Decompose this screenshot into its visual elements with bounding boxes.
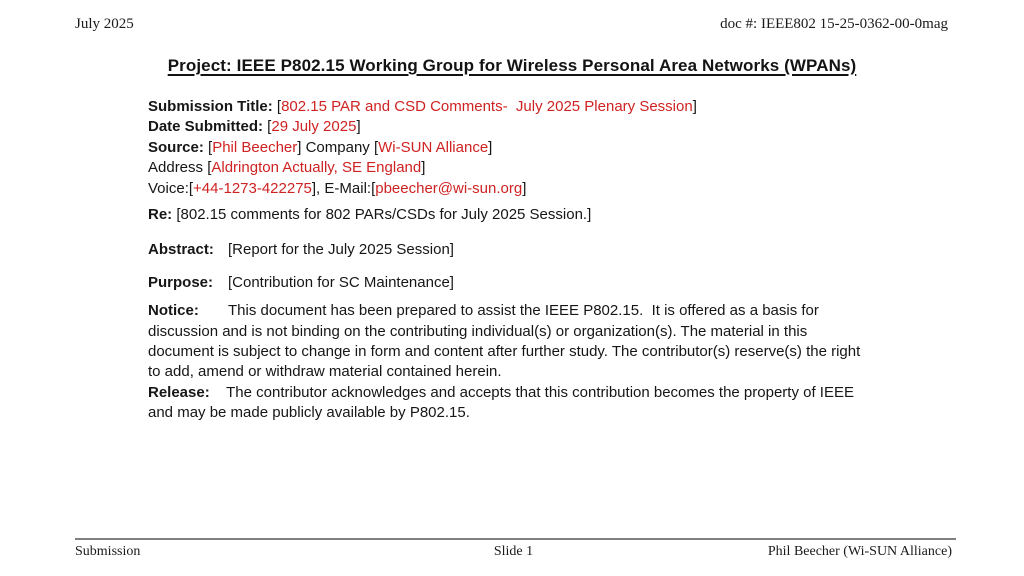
purpose-label: Purpose: xyxy=(148,273,214,291)
field-abstract xyxy=(148,240,870,260)
submission-title-bracket-open: [ xyxy=(272,98,282,115)
submission-title-bracket-close: ] xyxy=(692,98,697,115)
source-bracket-open: [ xyxy=(203,138,213,156)
source-company-value: Wi-SUN Alliance xyxy=(378,138,489,156)
source-label: Source: xyxy=(148,138,204,156)
address-bracket-close: ] xyxy=(421,159,426,177)
release-text: The contributor acknowledges and accepts that this contribution becomes the property of IEEE and may be made publicly available by P802.15. xyxy=(148,383,859,422)
source-name-value: Phil Beecher xyxy=(212,138,298,156)
voice-value: +44-1273-422275 xyxy=(193,179,312,197)
address-label: Address [ xyxy=(148,159,212,177)
field-address xyxy=(148,158,870,178)
submission-title-label: Submission Title: xyxy=(148,98,273,115)
purpose-text: [Contribution for SC Maintenance] xyxy=(228,273,454,291)
field-purpose xyxy=(148,273,870,293)
footer-author: Phil Beecher (Wi-SUN Alliance) xyxy=(767,544,952,559)
date-submitted-label: Date Submitted: xyxy=(148,118,264,136)
address-value: Aldrington Actually, SE England xyxy=(211,159,422,177)
voice-label: Voice:[ xyxy=(148,179,194,197)
field-re xyxy=(148,205,870,225)
release-paragraph xyxy=(148,383,870,424)
date-submitted-value: 29 July 2025 xyxy=(271,118,357,136)
notice-text: This document has been prepared to assist the IEEE P802.15. It is offered as a basis for discussion and is not binding on the contributing individual(s) or organization(s). The material in this document is subject to change in form and content after further study. The contributor(s) reserve(s) the right to add, amend or withdraw material contained herein. xyxy=(148,302,865,381)
abstract-label: Abstract: xyxy=(148,241,214,259)
release-label: Release: xyxy=(148,383,210,401)
notice-paragraph xyxy=(148,301,870,383)
slide-footer xyxy=(75,544,952,560)
field-contact xyxy=(148,179,870,199)
re-text: [802.15 comments for 802 PARs/CSDs for July 2025 Session.] xyxy=(172,206,592,224)
release-gap xyxy=(210,384,226,401)
field-submission-title xyxy=(148,97,870,117)
abstract-text: [Report for the July 2025 Session] xyxy=(228,241,454,259)
field-date-submitted xyxy=(148,117,870,137)
slide-title: Project: IEEE P802.15 Working Group for Wireless Personal Area Networks (WPANs) xyxy=(167,56,857,75)
submission-title-value: 802.15 PAR and CSD Comments- July 2025 Plenary Session xyxy=(281,98,693,115)
header-date: July 2025 xyxy=(75,16,134,32)
re-label: Re: xyxy=(148,206,173,224)
header-doc-number: doc #: IEEE802 15-25-0362-00-0mag xyxy=(720,16,948,32)
date-submitted-bracket-open: [ xyxy=(263,118,272,136)
notice-label: Notice: xyxy=(148,302,199,320)
email-value: pbeecher@wi-sun.org xyxy=(375,179,523,197)
contact-bracket-close: ] xyxy=(522,179,527,197)
footer-slide-number: Slide 1 xyxy=(493,544,534,559)
slide-body xyxy=(148,97,870,424)
field-source xyxy=(148,138,870,158)
footer-divider xyxy=(75,538,956,540)
source-company-separator: ] Company [ xyxy=(297,138,379,156)
slide-header xyxy=(75,16,948,33)
email-label: ], E-Mail:[ xyxy=(311,179,376,197)
footer-submission-label: Submission xyxy=(75,544,141,559)
source-bracket-close: ] xyxy=(488,138,493,156)
date-submitted-bracket-close: ] xyxy=(356,118,361,136)
